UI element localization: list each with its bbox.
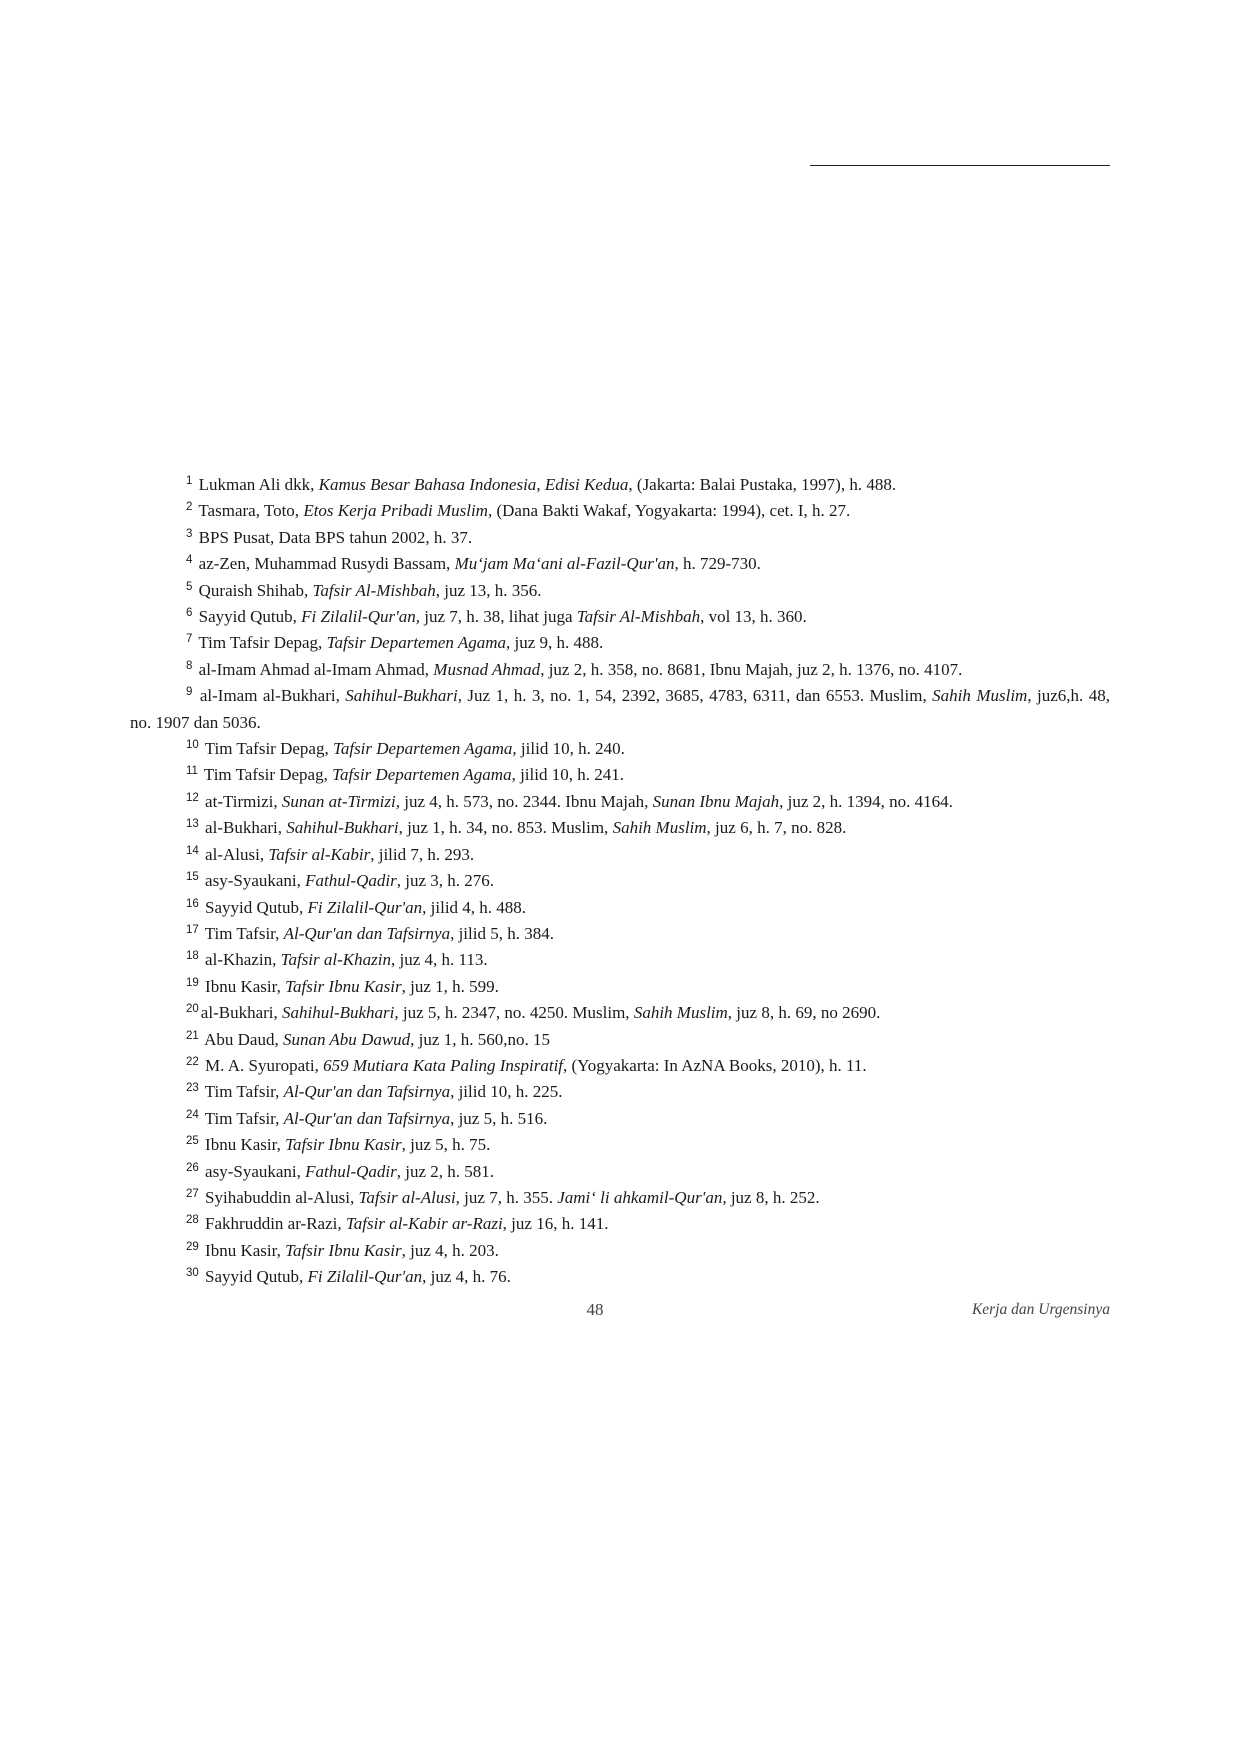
footnote-text: , juz 2, h. 358, no. 8681, Ibnu Majah, juz 2, h. 1376, no. 4107. [540, 659, 963, 679]
footnote-title-italic: Sahihul-Bukhari [345, 686, 458, 706]
footnote-text: , juz 2, h. 1394, no. 4164. [779, 791, 953, 811]
footnote-item [130, 1264, 1110, 1290]
footnote-item [130, 578, 1110, 604]
footnote-text: jilid 10, h. 240. [516, 739, 625, 759]
footnote-number: 3 [186, 527, 193, 540]
footnote-number: 29 [186, 1240, 199, 1253]
footnote-number: 16 [186, 897, 199, 910]
footnote-number: 1 [186, 475, 193, 487]
footnote-text: Syihabuddin al-Alusi, [205, 1187, 359, 1207]
footnote-title-italic: Kamus Besar Bahasa Indonesia [318, 475, 537, 494]
footnote-title-italic: Tafsir Departemen Agama [326, 633, 507, 653]
footnote-item [130, 472, 1110, 498]
footnote-number: 27 [186, 1187, 199, 1200]
footnote-text: al-Bukhari, [200, 1003, 282, 1023]
footnote-text: juz 4, h. 573, no. 2344. Ibnu Majah, [399, 791, 653, 811]
footnote-number: 8 [186, 659, 193, 672]
footnote-title-italic: Fathul-Qadir [305, 1161, 397, 1181]
footnote-item [130, 762, 1110, 788]
footnote-text: at-Tirmizi, [205, 791, 282, 811]
footnote-item [130, 1185, 1110, 1211]
footnote-title-italic: Etos Kerja Pribadi Muslim [303, 501, 488, 521]
footnote-item [130, 1159, 1110, 1185]
footnote-text: , juz 16, h. 141. [502, 1214, 609, 1234]
footnote-title-italic: Jami‘ li ahkamil-Qur'an, [557, 1187, 727, 1207]
footnote-separator-rule [810, 165, 1110, 166]
footnote-title-italic: Sunan Abu Dawud [282, 1029, 411, 1049]
footnote-text: , juz 4, h. 76. [422, 1267, 511, 1287]
footnote-number: 25 [186, 1135, 199, 1148]
footnote-title-italic: Tafsir al-Kabir [268, 844, 371, 864]
footnote-title-italic: Sahih Muslim [612, 818, 707, 838]
footnote-title-italic: 659 Mutiara Kata Paling Inspiratif [323, 1055, 564, 1075]
footnote-text: Sayyid Qutub, [198, 607, 302, 627]
footnote-text: Tim Tafsir, [204, 1108, 284, 1128]
footnote-item [130, 842, 1110, 868]
footnote-item [130, 736, 1110, 762]
footnote-text: , juz 4, h. 203. [401, 1240, 499, 1260]
footnote-title-italic: Al-Qur'an dan Tafsirnya [283, 1108, 451, 1128]
footnote-title-italic: Tafsir Al-Mishbah [576, 607, 701, 627]
running-title: Kerja dan Urgensinya [971, 1301, 1110, 1318]
footnote-number: 21 [186, 1029, 199, 1042]
footnote-item [130, 815, 1110, 841]
footnote-title-italic: Sahih Muslim [932, 686, 1028, 706]
footnote-text: , jilid 5, h. 384. [450, 923, 554, 943]
footnote-text: al-Imam al-Bukhari, [199, 686, 346, 706]
footnote-text: , juz 2, h. 581. [396, 1161, 495, 1181]
footnote-number: 7 [186, 633, 193, 646]
footnote-item [130, 604, 1110, 630]
footnote-text: , [536, 475, 545, 494]
footnote-title-italic: Tafsir Ibnu Kasir [285, 1240, 402, 1260]
footnote-number: 14 [186, 844, 199, 857]
footnote-text: , juz 1, h. 599. [401, 976, 499, 996]
footnote-text: , (Yogyakarta: In AzNA Books, 2010), h. 11. [563, 1055, 867, 1075]
footnote-text: , juz 3, h. 276. [396, 871, 495, 891]
footnote-text: Tim Tafsir Depag, [204, 739, 333, 759]
footnote-title-italic: Tafsir Departemen Agama [332, 765, 512, 785]
footnote-title-italic: Mu‘jam Ma‘ani al-Fazil-Qur'an [454, 554, 675, 574]
footnote-text: Abu Daud, [204, 1029, 283, 1049]
footnote-text: juz 7, h. 355. [459, 1187, 558, 1207]
footnote-item [130, 1132, 1110, 1158]
footnote-item [130, 683, 1110, 736]
footnote-item [130, 1238, 1110, 1264]
footnote-text: , jilid 7, h. 293. [370, 844, 475, 864]
footnote-number: 2 [186, 501, 193, 514]
footnote-text: BPS Pusat, Data BPS tahun 2002, h. 37. [198, 527, 473, 547]
footnote-number: 13 [186, 818, 199, 831]
footnote-text: , (Dana Bakti Wakaf, Yogyakarta: 1994), cet. I, h. 27. [487, 501, 851, 521]
footnote-number: 15 [186, 871, 199, 884]
footnote-item [130, 657, 1110, 683]
footnote-number: 17 [186, 923, 199, 936]
footnote-list [130, 472, 1110, 1291]
footnote-text: , juz 1, h. 560,no. 15 [410, 1029, 550, 1049]
footnote-text: al-Alusi, [205, 844, 269, 864]
footnote-text: az-Zen, Muhammad Rusydi Bassam, [198, 554, 455, 574]
footnote-item [130, 1211, 1110, 1237]
footnote-text: Fakhruddin ar-Razi, [205, 1214, 346, 1234]
footnote-title-italic: Tafsir al-Kabir ar-Razi [345, 1214, 503, 1234]
footnote-item [130, 947, 1110, 973]
footnote-item [130, 1000, 1110, 1026]
footnote-text: , juz 5, h. 75. [401, 1135, 491, 1155]
footnote-text: al-Imam Ahmad al-Imam Ahmad, [198, 659, 434, 679]
footnote-text: Sayyid Qutub, [205, 897, 308, 917]
footnote-text: , jilid 10, h. 241. [511, 765, 624, 785]
footnote-text: Ibnu Kasir, [205, 1135, 286, 1155]
footnote-item [130, 1079, 1110, 1105]
footnote-text: Tasmara, Toto, [198, 501, 304, 521]
footnote-number: 4 [186, 554, 193, 567]
footnote-text: Tim Tafsir, [204, 1082, 284, 1102]
footnote-title-italic: Tafsir Ibnu Kasir [285, 976, 402, 996]
footnote-text: , juz 8, h. 69, no 2690. [727, 1003, 881, 1023]
footnote-number: 19 [186, 976, 199, 989]
footnote-text: juz 7, h. 38, lihat juga [420, 607, 577, 627]
footnote-item [130, 1106, 1110, 1132]
footnote-text: M. A. Syuropati, [205, 1055, 324, 1075]
footnote-text: , juz 13, h. 356. [435, 580, 542, 600]
footnote-text: , juz 1, h. 34, no. 853. Muslim, [398, 818, 613, 838]
footnote-text: Tim Tafsir, [204, 923, 284, 943]
footnote-title-italic: Tafsir Ibnu Kasir [285, 1135, 402, 1155]
footnote-number: 24 [186, 1108, 199, 1121]
footnote-item [130, 921, 1110, 947]
footnote-text: Tim Tafsir Depag, [198, 633, 327, 653]
footnote-number: 12 [186, 791, 199, 804]
footnote-text: Sayyid Qutub [205, 1267, 300, 1287]
footnote-title-italic: Sahihul-Bukhari, [282, 1003, 399, 1023]
footnote-text: asy-Syaukani, [205, 871, 306, 891]
footnote-item [130, 974, 1110, 1000]
footnote-text: Lukman Ali dkk, [198, 475, 319, 494]
footnote-number: 30 [186, 1267, 199, 1280]
footnote-text: , vol 13, h. 360. [700, 607, 807, 627]
footnote-number: 6 [186, 607, 193, 620]
footnote-number: 28 [186, 1214, 199, 1227]
footnote-text: , (Jakarta: Balai Pustaka, 1997), h. 488. [628, 475, 897, 494]
footnote-text: al-Bukhari, [205, 818, 287, 838]
footnote-number: 18 [186, 950, 199, 963]
footnote-title-italic: Sahihul-Bukhari [286, 818, 399, 838]
footnote-item [130, 789, 1110, 815]
footnote-number: 5 [186, 580, 193, 593]
footnote-number: 10 [186, 739, 199, 752]
footnote-title-italic: Sunan Ibnu Majah [652, 791, 780, 811]
footnote-title-italic: Musnad Ahmad [433, 659, 541, 679]
footnote-text: , jilid 10, h. 225. [450, 1082, 563, 1102]
footnote-text: asy-Syaukani, [205, 1161, 306, 1181]
footnote-title-italic: Fi Zilalil-Qur'an, [301, 607, 421, 627]
footnote-title-italic: Al-Qur'an dan Tafsirnya [283, 1082, 451, 1102]
footnote-text: Ibnu Kasir, [205, 976, 286, 996]
footnote-title-italic: Sahih Muslim [633, 1003, 728, 1023]
footnote-text: Ibnu Kasir, [205, 1240, 286, 1260]
footnote-title-italic: Fathul-Qadir [305, 871, 397, 891]
footnote-title-italic: Tafsir Departemen Agama, [332, 739, 517, 759]
footnote-title-italic: Fi Zilalil-Qur'an [307, 897, 423, 917]
footnote-item [130, 1053, 1110, 1079]
page-number: 48 [586, 1300, 604, 1319]
footnote-title-italic: Al-Qur'an dan Tafsirnya [283, 923, 451, 943]
footnote-text: al-Khazin, [205, 950, 281, 970]
footnote-item [130, 498, 1110, 524]
footnote-number: 9 [186, 686, 193, 699]
footnote-text: juz 8, h. 252. [726, 1187, 820, 1207]
footnote-title-italic: Edisi Kedua [544, 475, 629, 494]
footnote-text: juz 5, h. 2347, no. 4250. Muslim, [398, 1003, 634, 1023]
footnote-text: , juz 4, h. 113. [390, 950, 488, 970]
footnote-number: 11 [186, 765, 198, 778]
footnote-item [130, 630, 1110, 656]
footnote-text: , Juz 1, h. 3, no. 1, 54, 2392, 3685, 4783, 6311, dan 6553. Muslim, [457, 686, 933, 706]
footnote-title-italic: Sunan at-Tirmizi, [281, 791, 400, 811]
footnote-text: Quraish Shihab, [198, 580, 313, 600]
footnote-item [130, 868, 1110, 894]
footnote-item [130, 551, 1110, 577]
footnote-item [130, 525, 1110, 551]
footnote-item [130, 1027, 1110, 1053]
footnote-number: 26 [186, 1161, 199, 1174]
footnote-number: 22 [186, 1055, 199, 1068]
footnote-text: , juz6,h. 48, no. 1907 dan 5036. [130, 686, 1110, 732]
footnote-title-italic: Tafsir al-Khazin [280, 950, 391, 970]
footnote-title-italic: Tafsir al-Alusi, [358, 1187, 460, 1207]
footnote-text: , jilid 4, h. 488. [422, 897, 527, 917]
footnote-item [130, 895, 1110, 921]
footnote-text: , h. 729-730. [674, 554, 761, 574]
footnote-text: , juz 6, h. 7, no. 828. [706, 818, 847, 838]
footnote-number: 20 [186, 1003, 199, 1016]
footnote-text: Tim Tafsir Depag, [203, 765, 333, 785]
footnote-text: , juz 9, h. 488. [506, 633, 604, 653]
footnote-number: 23 [186, 1082, 199, 1095]
footnote-text: , juz 5, h. 516. [450, 1108, 548, 1128]
footnote-title-italic: , Fi Zilalil-Qur'an [299, 1267, 423, 1287]
footnote-title-italic: Tafsir Al-Mishbah [312, 580, 436, 600]
